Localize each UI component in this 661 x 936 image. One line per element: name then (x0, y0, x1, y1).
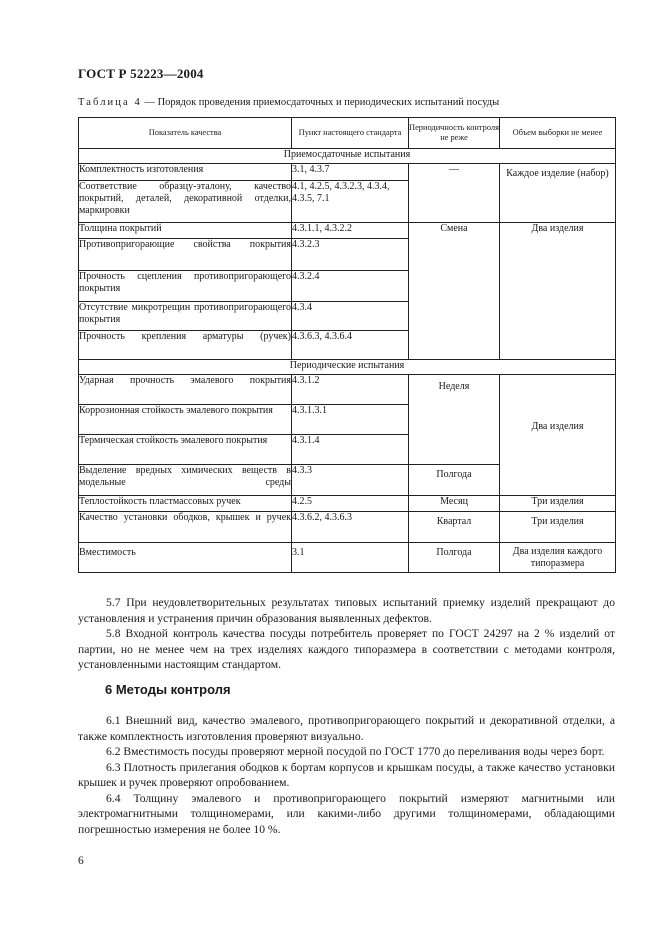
paragraph-6-1: 6.1 Внешний вид, качество эмалевого, противопригорающего покрытий и декоративной отделки, а также комплектность изготовления проверяют визуально. (78, 714, 615, 743)
table-row (79, 164, 616, 181)
cell-sample-three-b: Три изделия (500, 512, 616, 543)
section-title-periodic: Периодические испытания (79, 360, 616, 375)
cell-period-quarter: Квартал (409, 512, 500, 543)
col-header-sample: Объем выборки не менее (500, 118, 616, 149)
paragraph-5-8: 5.8 Входной контроль качества посуды потребитель проверяет по ГОСТ 24297 на 2 % изделий от партии, но не менее чем на трех изделиях каждого типоразмера в соответствии с методами контроля, установленными настоящим стандартом. (78, 627, 615, 671)
paragraph-5-7: 5.7 При неудовлетворительных результатах типовых испытаний приемку изделий прекращают до установления и устранения причин образования выявленных дефектов. (78, 596, 615, 625)
cell-indicator: Соответствие образцу-эталону, качество покрытий, деталей, декоративной отделки, маркировки (79, 181, 292, 223)
paragraph-6-3: 6.3 Плотность прилегания ободков к бортам корпусов и крышкам посуды, а также качество установки крышек и ручек проверяют опробованием. (78, 760, 615, 789)
col-header-clause: Пункт настоящего стандарта (292, 118, 409, 149)
cell-period-half-year-2: Полгода (409, 543, 500, 573)
cell-period-month: Месяц (409, 496, 500, 512)
table-row (79, 223, 616, 239)
cell-clause: 4.3.6.2, 4.3.6.3 (292, 512, 409, 543)
cell-clause: 4.3.4 (292, 302, 409, 331)
cell-indicator: Теплостойкость пластмассовых ручек (79, 496, 292, 512)
table-row (79, 375, 616, 405)
cell-clause: 4.3.2.4 (292, 271, 409, 302)
col-header-periodicity: Периодичность контроля не реже (409, 118, 500, 149)
section-6-title: 6 Методы контроля (105, 682, 231, 697)
document-header: ГОСТ Р 52223—2004 (78, 66, 204, 81)
cell-period-shift: Смена (409, 223, 500, 360)
cell-indicator: Противопригорающие свойства покрытия (79, 239, 292, 271)
cell-sample-each: Каждое изделие (набор) (500, 164, 616, 223)
paragraphs-section-6 (78, 713, 615, 837)
cell-indicator: Прочность сцепления противопригорающего покрытия (79, 271, 292, 302)
cell-indicator: Комплектность изготовления (79, 164, 292, 181)
cell-sample-three-a: Три изделия (500, 496, 616, 512)
table-row (79, 496, 616, 512)
paragraphs-section-5 (78, 595, 615, 673)
cell-clause: 4.2.5 (292, 496, 409, 512)
table-caption-label: Таблица 4 (78, 97, 142, 108)
section-title-acceptance: Приемосдаточные испытания (79, 149, 616, 164)
cell-clause: 4.3.2.3 (292, 239, 409, 271)
col-header-indicator: Показатель качества (79, 118, 292, 149)
cell-indicator: Толщина покрытий (79, 223, 292, 239)
table-header-row (79, 118, 616, 149)
cell-clause: 3.1, 4.3.7 (292, 164, 409, 181)
cell-clause: 3.1 (292, 543, 409, 573)
table-row (79, 543, 616, 573)
testing-table (78, 117, 616, 573)
cell-indicator: Вместимость (79, 543, 292, 573)
section-row-acceptance (79, 149, 616, 164)
cell-clause: 4.3.1.1, 4.3.2.2 (292, 223, 409, 239)
cell-clause: 4.3.1.4 (292, 435, 409, 465)
cell-indicator: Отсутствие микротрещин противопригорающего покрытия (79, 302, 292, 331)
cell-indicator: Выделение вредных химических веществ в модельные среды (79, 465, 292, 496)
paragraph-6-4: 6.4 Толщину эмалевого и противопригорающего покрытий измеряют магнитными или электромагнитными толщиномерами, или какими-либо другими толщиномерами, обладающими погрешностью измерения не более 10 %. (78, 791, 615, 836)
cell-indicator: Термическая стойкость эмалевого покрытия (79, 435, 292, 465)
page-number: 6 (78, 855, 84, 867)
table-caption-text: — Порядок проведения приемосдаточных и периодических испытаний посуды (141, 97, 500, 108)
cell-sample-two-b: Два изделия (500, 375, 616, 496)
cell-clause: 4.3.3 (292, 465, 409, 496)
cell-clause: 4.3.1.2 (292, 375, 409, 405)
cell-period-week: Неделя (409, 375, 500, 465)
cell-period-half-year: Полгода (409, 465, 500, 496)
table-row (79, 512, 616, 543)
table-caption (78, 97, 499, 108)
cell-indicator: Качество установки ободков, крышек и ручек (79, 512, 292, 543)
section-row-periodic (79, 360, 616, 375)
cell-clause: 4.3.1.3.1 (292, 405, 409, 435)
cell-sample-two-a: Два изделия (500, 223, 616, 360)
cell-indicator: Прочность крепления арматуры (ручек) (79, 331, 292, 360)
cell-indicator: Ударная прочность эмалевого покрытия (79, 375, 292, 405)
cell-clause: 4.3.6.3, 4.3.6.4 (292, 331, 409, 360)
cell-indicator: Коррозионная стойкость эмалевого покрытия (79, 405, 292, 435)
paragraph-6-2: 6.2 Вместимость посуды проверяют мерной посудой по ГОСТ 1770 до переливания воды через борт. (106, 745, 605, 758)
cell-period-dash: — (409, 164, 500, 223)
cell-clause: 4.1, 4.2.5, 4.3.2.3, 4.3.4, 4.3.5, 7.1 (292, 181, 409, 223)
cell-sample-two-each: Два изделия каждого типоразмера (500, 543, 616, 573)
